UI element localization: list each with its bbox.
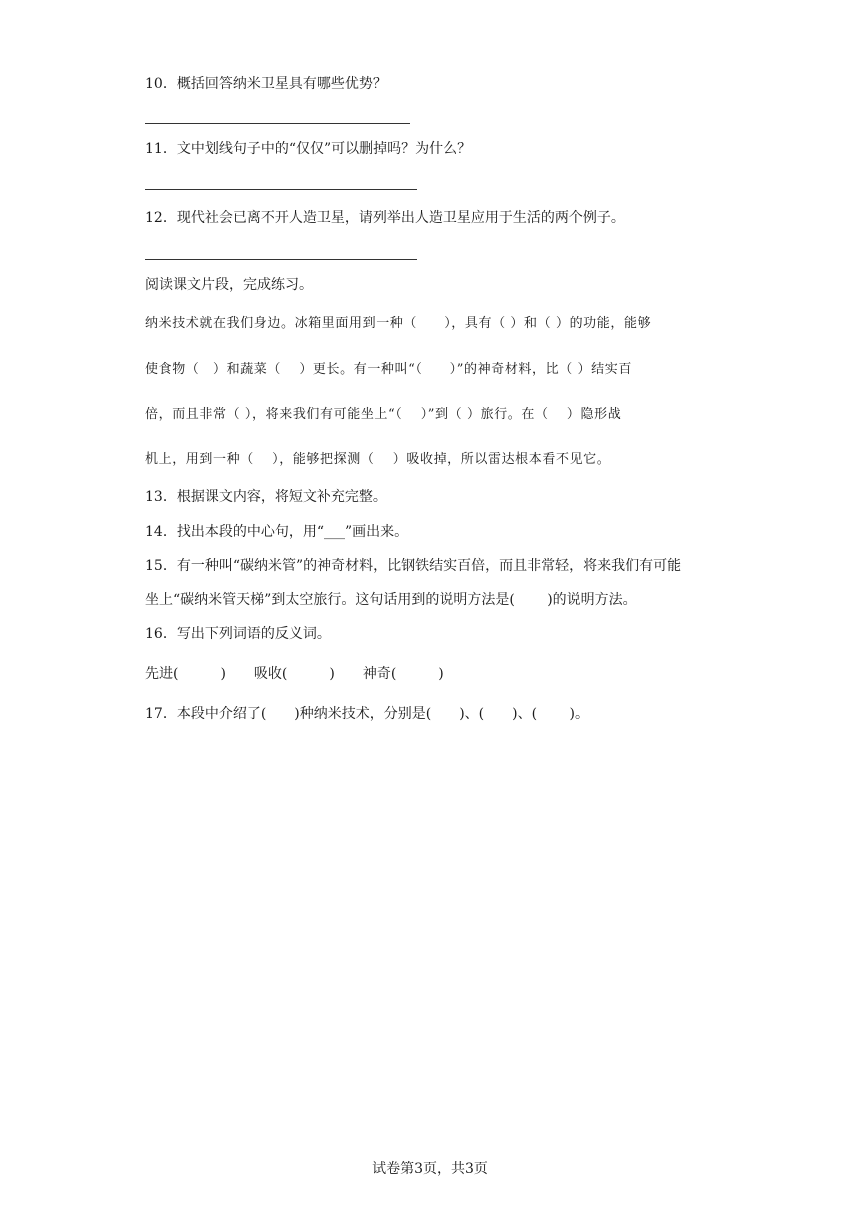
question-16: 16．写出下列词语的反义词。 (145, 626, 331, 642)
passage-line-2: 使食物（ ）和蔬菜（ ）更长。有一种叫“（ ）”的神奇材料，比（ ）结实百 (145, 362, 632, 377)
answer-line-10[interactable] (145, 123, 410, 124)
answer-line-11[interactable] (145, 189, 417, 190)
question-15-line-2: 坐上“碳纳米管天梯”到太空旅行。这句话用到的说明方法是( )的说明方法。 (145, 592, 637, 608)
page-footer: 试卷第3页，共3页 (372, 1161, 488, 1177)
section-title: 阅读课文片段，完成练习。 (145, 277, 313, 293)
passage-line-4: 机上，用到一种（ ），能够把探测（ ）吸收掉，所以雷达根本看不见它。 (145, 452, 611, 467)
question-15-line-1: 15．有一种叫“碳纳米管”的神奇材料，比钢铁结实百倍，而且非常轻，将来我们有可能 (145, 558, 682, 574)
answer-line-12[interactable] (145, 259, 417, 260)
question-12: 12．现代社会已离不开人造卫星，请列举出人造卫星应用于生活的两个例子。 (145, 210, 625, 226)
question-16-words: 先进( ) 吸收( ) 神奇( ) (145, 666, 444, 682)
question-14: 14．找出本段的中心句，用“___”画出来。 (145, 524, 409, 540)
passage-line-1: 纳米技术就在我们身边。冰箱里面用到一种（ ），具有（ ）和（ ）的功能，能够 (145, 316, 652, 331)
question-13: 13．根据课文内容，将短文补充完整。 (145, 489, 387, 505)
question-17: 17．本段中介绍了( )种纳米技术，分别是( )、( )、( )。 (145, 706, 589, 722)
passage-line-3: 倍，而且非常（ ），将来我们有可能坐上“（ ）”到（ ）旅行。在（ ）隐形战 (145, 407, 622, 422)
question-11: 11．文中划线句子中的“仅仅”可以删掉吗？为什么？ (145, 141, 472, 157)
question-10: 10．概括回答纳米卫星具有哪些优势？ (145, 76, 387, 92)
